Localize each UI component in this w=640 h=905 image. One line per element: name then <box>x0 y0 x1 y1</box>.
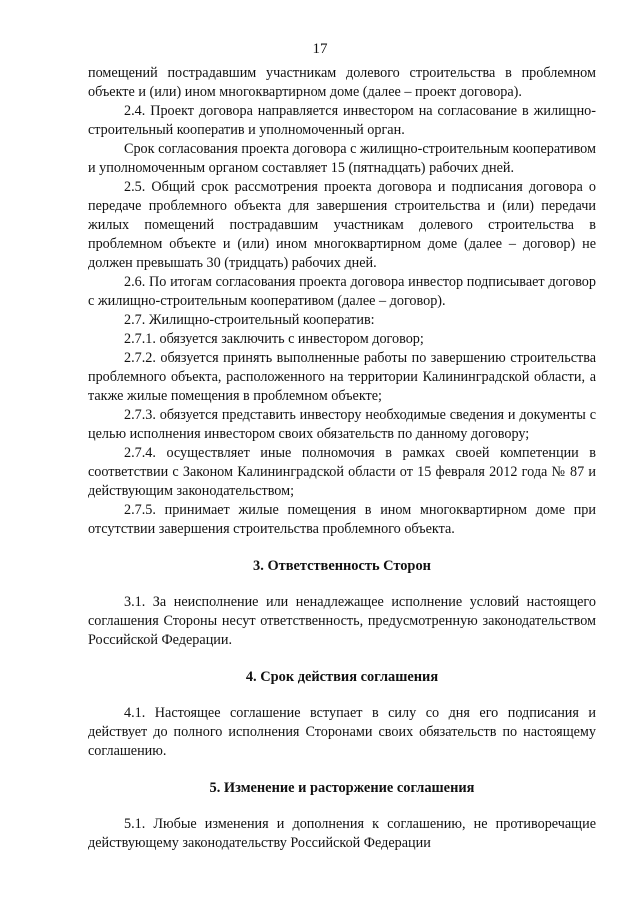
paragraph-5-1: 5.1. Любые изменения и дополнения к соглашению, не противоречащие действующему законодательству Российской Федерации <box>88 816 596 851</box>
section-heading-3: 3. Ответственность Сторон <box>253 558 431 574</box>
section-heading-5: 5. Изменение и расторжение соглашения <box>209 780 475 796</box>
paragraph-2-4: 2.4. Проект договора направляется инвестором на согласование в жилищно-строительный кооператив и уполномоченный орган. <box>88 103 596 138</box>
section-heading-4: 4. Срок действия соглашения <box>245 669 439 685</box>
page-number: 17 <box>312 41 328 57</box>
paragraph-2-7-4: 2.7.4. осуществляет иные полномочия в рамках своей компетенции в соответствии с Законом Калининградской области от 15 февраля 2012 года № 87 и действующим законодательством; <box>88 445 596 499</box>
paragraph-continuation: помещений пострадавшим участникам долевого строительства в проблемном объекте и (или) ином многоквартирном доме (далее – проект договора). <box>88 65 596 100</box>
paragraph-2-6: 2.6. По итогам согласования проекта договора инвестор подписывает договор с жилищно-строительным кооперативом (далее – договор). <box>88 274 596 309</box>
paragraph-2-5: 2.5. Общий срок рассмотрения проекта договора и подписания договора о передаче проблемного объекта для завершения строительства и (или) передачи жилых помещений пострадавшим участникам долевого строительства в проблемном объекте и (или) ином многоквартирном доме (далее – договор) не должен превышать 30 (тридцать) рабочих дней. <box>88 179 596 271</box>
paragraph-2-7-3: 2.7.3. обязуется представить инвестору необходимые сведения и документы с целью исполнения инвестором своих обязательств по данному договору; <box>88 407 596 442</box>
paragraph-2-7: 2.7. Жилищно-строительный кооператив: <box>124 312 375 328</box>
paragraph-2-7-5: 2.7.5. принимает жилые помещения в ином многоквартирном доме при отсутствии завершения строительства проблемного объекта. <box>88 502 596 537</box>
paragraph-approval-term: Срок согласования проекта договора с жилищно-строительным кооперативом и уполномоченным органом составляет 15 (пятнадцать) рабочих дней. <box>88 141 596 176</box>
document-body <box>88 64 596 853</box>
paragraph-3-1: 3.1. За неисполнение или ненадлежащее исполнение условий настоящего соглашения Стороны несут ответственность, предусмотренную законодательством Российской Федерации. <box>88 594 596 648</box>
paragraph-4-1: 4.1. Настоящее соглашение вступает в силу со дня его подписания и действует до полного исполнения Сторонами своих обязательств по настоящему соглашению. <box>88 705 596 759</box>
paragraph-2-7-2: 2.7.2. обязуется принять выполненные работы по завершению строительства проблемного объекта, расположенного на территории Калининградской области, а также жилые помещения в проблемном объекте; <box>88 350 596 404</box>
paragraph-2-7-1: 2.7.1. обязуется заключить с инвестором договор; <box>124 331 424 347</box>
